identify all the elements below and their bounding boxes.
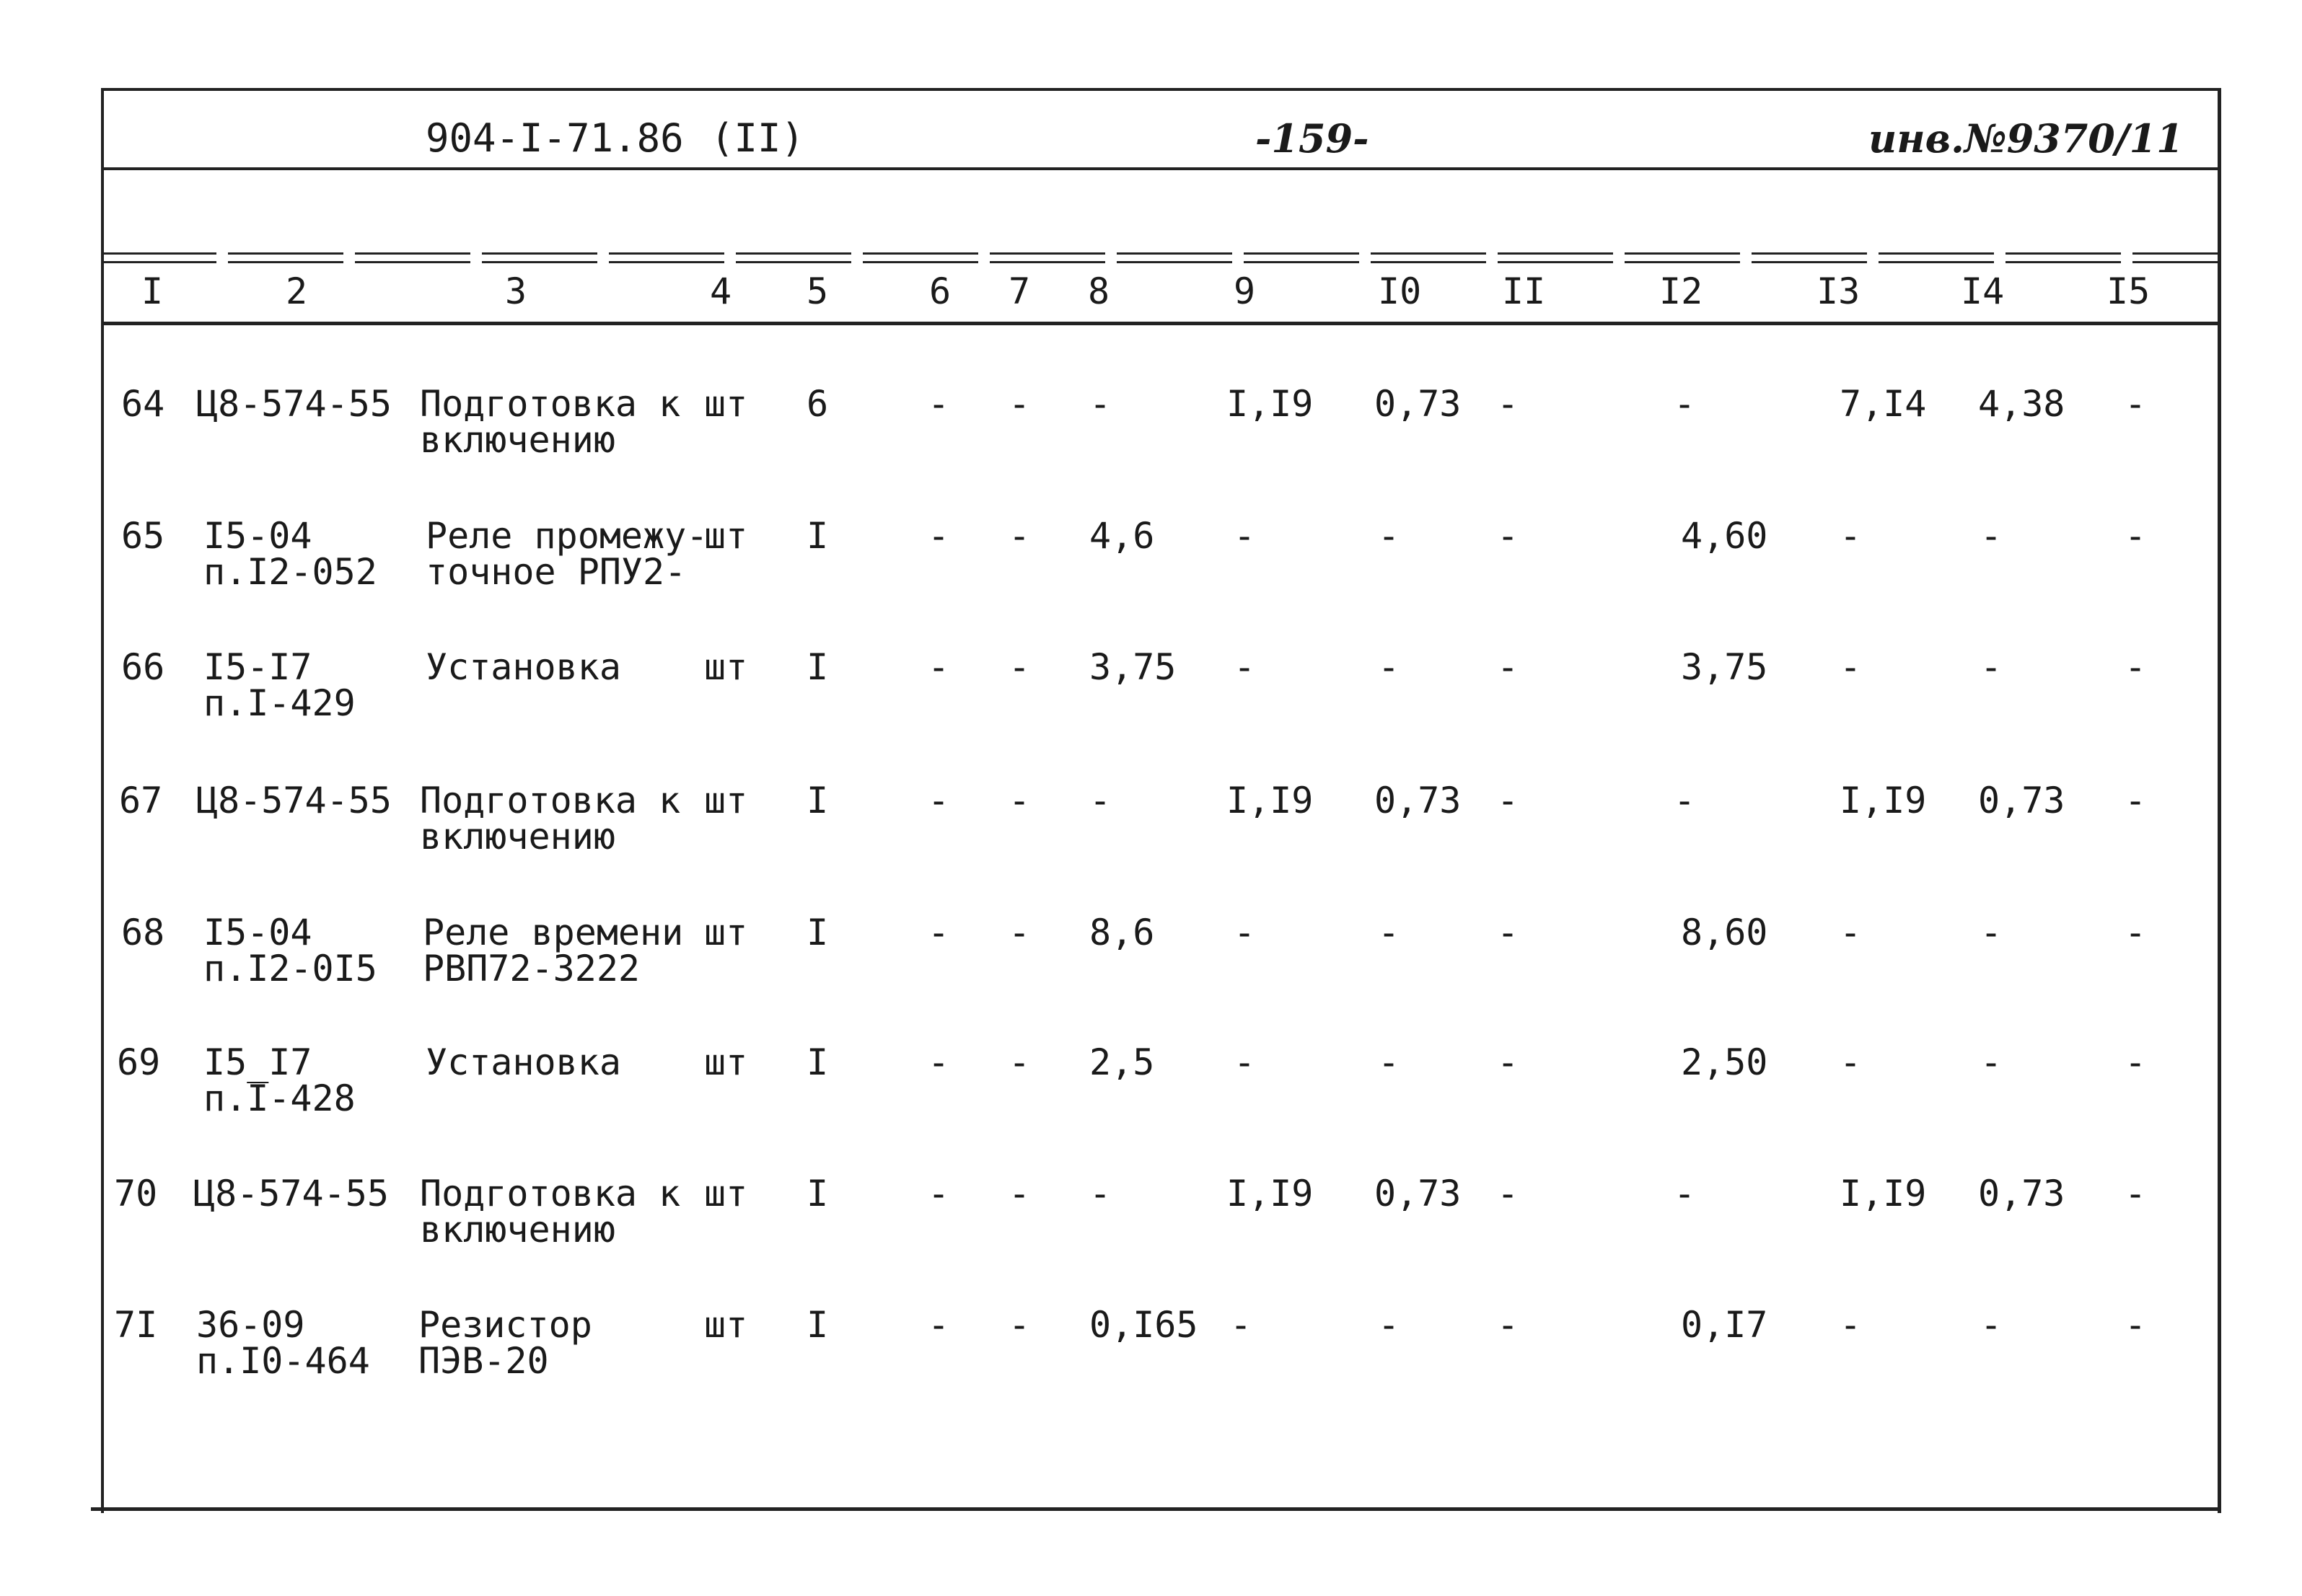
column-number: I3: [1816, 270, 1861, 312]
column-number: 4: [710, 270, 732, 312]
quantity: I: [807, 1304, 829, 1346]
column-number: I2: [1659, 270, 1703, 312]
cell-15: -: [2125, 780, 2147, 821]
quantity: I: [807, 1173, 829, 1214]
quantity: I: [807, 1041, 829, 1083]
norm-code: I5_I7 п.I-428: [203, 1041, 356, 1119]
cell-6: -: [928, 383, 950, 425]
cell-13: -: [1840, 912, 1862, 953]
quantity: I: [807, 780, 829, 821]
cell-14: 4,38: [1978, 383, 2065, 425]
cell-7: -: [1009, 515, 1031, 557]
work-name: Подготовка к включению: [420, 1173, 681, 1251]
cell-6: -: [928, 780, 950, 821]
cell-10: 0,73: [1374, 780, 1462, 821]
cell-8: 0,I65: [1089, 1304, 1198, 1346]
cell-9: -: [1234, 515, 1256, 557]
column-number: 2: [286, 270, 308, 312]
cell-9: -: [1234, 1041, 1256, 1083]
cell-15: -: [2125, 515, 2147, 557]
cell-6: -: [928, 912, 950, 953]
cell-8: 4,6: [1089, 515, 1155, 557]
header-rule: [101, 167, 2221, 170]
column-number: I5: [2106, 270, 2151, 312]
row-number: 68: [121, 912, 165, 953]
cell-7: -: [1009, 912, 1031, 953]
norm-code: Ц8-574-55: [193, 1173, 389, 1214]
cell-6: -: [928, 1041, 950, 1083]
cell-15: -: [2125, 383, 2147, 425]
cell-12: 2,50: [1681, 1041, 1768, 1083]
quantity: I: [807, 912, 829, 953]
column-number: I4: [1961, 270, 2005, 312]
table-row: [0, 782, 2302, 912]
row-number: 64: [121, 383, 165, 425]
cell-15: -: [2125, 912, 2147, 953]
cell-12: 8,60: [1681, 912, 1768, 953]
unit: шт: [704, 1304, 748, 1346]
cell-14: -: [1980, 912, 2003, 953]
row-number: 65: [121, 515, 165, 557]
cell-13: -: [1840, 1304, 1862, 1346]
work-name: Реле промежу- точное РПУ2-: [426, 515, 708, 593]
norm-code: I5-04 п.I2-052: [203, 515, 377, 593]
cell-14: 0,73: [1978, 780, 2065, 821]
row-number: 7I: [114, 1304, 158, 1346]
cell-11: -: [1497, 383, 1519, 425]
cell-12: 3,75: [1681, 646, 1768, 688]
unit: шт: [704, 383, 748, 425]
unit: шт: [704, 780, 748, 821]
cell-6: -: [928, 1304, 950, 1346]
cell-9: I,I9: [1226, 1173, 1314, 1214]
cell-14: -: [1980, 515, 2003, 557]
cell-8: -: [1089, 780, 1112, 821]
cell-9: I,I9: [1226, 780, 1314, 821]
table-row: [0, 646, 2302, 779]
row-number: 66: [121, 646, 165, 688]
unit: шт: [704, 1041, 748, 1083]
column-number: 3: [505, 270, 527, 312]
cell-10: -: [1378, 912, 1400, 953]
column-number: 9: [1234, 270, 1256, 312]
unit: шт: [704, 912, 748, 953]
table-row: [0, 914, 2302, 1044]
cell-13: 7,I4: [1840, 383, 1927, 425]
row-number: 70: [114, 1173, 158, 1214]
cell-10: -: [1378, 1041, 1400, 1083]
cell-7: -: [1009, 383, 1031, 425]
cell-11: -: [1497, 1173, 1519, 1214]
norm-code: I5-I7 п.I-429: [203, 646, 356, 724]
cell-8: 3,75: [1089, 646, 1177, 688]
cell-9: I,I9: [1226, 383, 1314, 425]
doc-code: 904-I-71.86: [426, 115, 684, 161]
cell-7: -: [1009, 646, 1031, 688]
cell-10: -: [1378, 515, 1400, 557]
cell-6: -: [928, 515, 950, 557]
cell-7: -: [1009, 1041, 1031, 1083]
column-number: 5: [807, 270, 829, 312]
work-name: Подготовка к включению: [420, 383, 681, 461]
cell-14: 0,73: [1978, 1173, 2065, 1214]
inventory-number: инв.№9370/11: [1868, 115, 2184, 162]
column-number: 8: [1088, 270, 1110, 312]
table-row: [0, 515, 2302, 648]
table-row: [0, 383, 2302, 516]
norm-code: Ц8-574-55: [196, 383, 392, 425]
cell-13: -: [1840, 515, 1862, 557]
cell-9: -: [1234, 646, 1256, 688]
table-row: [0, 1041, 2302, 1174]
frame-top-border: [101, 88, 2221, 91]
cell-11: -: [1497, 1041, 1519, 1083]
cell-11: -: [1497, 515, 1519, 557]
column-header-top-rule: [101, 252, 2221, 255]
cell-7: -: [1009, 1173, 1031, 1214]
cell-6: -: [928, 646, 950, 688]
column-header-bottom-rule: [101, 322, 2221, 325]
column-header-top-rule-2: [101, 261, 2221, 263]
column-number: II: [1502, 270, 1546, 312]
unit: шт: [704, 515, 748, 557]
cell-12: -: [1674, 1173, 1696, 1214]
quantity: I: [807, 515, 829, 557]
cell-8: 8,6: [1089, 912, 1155, 953]
cell-10: -: [1378, 646, 1400, 688]
work-name: Резистор ПЭВ-20: [418, 1304, 592, 1382]
cell-14: -: [1980, 646, 2003, 688]
page-number: -159-: [1255, 115, 1369, 162]
cell-12: 4,60: [1681, 515, 1768, 557]
cell-11: -: [1497, 646, 1519, 688]
quantity: 6: [807, 383, 829, 425]
column-number: I0: [1378, 270, 1422, 312]
cell-10: 0,73: [1374, 1173, 1462, 1214]
work-name: Установка: [426, 646, 621, 688]
cell-10: -: [1378, 1304, 1400, 1346]
table-row: [0, 1304, 2302, 1437]
cell-15: -: [2125, 1041, 2147, 1083]
cell-14: -: [1980, 1304, 2003, 1346]
norm-code: 36-09 п.I0-464: [196, 1304, 370, 1382]
cell-10: 0,73: [1374, 383, 1462, 425]
work-name: Подготовка к включению: [420, 780, 681, 857]
cell-13: -: [1840, 1041, 1862, 1083]
cell-15: -: [2125, 1304, 2147, 1346]
column-number: 6: [929, 270, 952, 312]
cell-14: -: [1980, 1041, 2003, 1083]
cell-11: -: [1497, 780, 1519, 821]
norm-code: I5-04 п.I2-0I5: [203, 912, 377, 989]
cell-6: -: [928, 1173, 950, 1214]
cell-13: I,I9: [1840, 1173, 1927, 1214]
row-number: 69: [117, 1041, 161, 1083]
unit: шт: [704, 1173, 748, 1214]
cell-7: -: [1009, 1304, 1031, 1346]
unit: шт: [704, 646, 748, 688]
cell-11: -: [1497, 1304, 1519, 1346]
cell-15: -: [2125, 1173, 2147, 1214]
cell-12: 0,I7: [1681, 1304, 1768, 1346]
quantity: I: [807, 646, 829, 688]
cell-13: I,I9: [1840, 780, 1927, 821]
sheet-number: (II): [711, 115, 805, 161]
work-name: Установка: [426, 1041, 621, 1083]
cell-11: -: [1497, 912, 1519, 953]
cell-9: -: [1234, 912, 1256, 953]
cell-9: -: [1230, 1304, 1252, 1346]
column-number: 7: [1009, 270, 1031, 312]
table-row: [0, 1173, 2302, 1305]
column-number: I: [141, 270, 164, 312]
cell-13: -: [1840, 646, 1862, 688]
work-name: Реле времени РВП72-3222: [423, 912, 684, 989]
cell-8: 2,5: [1089, 1041, 1155, 1083]
frame-bottom-border: [91, 1507, 2221, 1511]
row-number: 67: [119, 780, 163, 821]
cell-12: -: [1674, 383, 1696, 425]
cell-15: -: [2125, 646, 2147, 688]
cell-8: -: [1089, 383, 1112, 425]
cell-12: -: [1674, 780, 1696, 821]
norm-code: Ц8-574-55: [196, 780, 392, 821]
cell-8: -: [1089, 1173, 1112, 1214]
cell-7: -: [1009, 780, 1031, 821]
